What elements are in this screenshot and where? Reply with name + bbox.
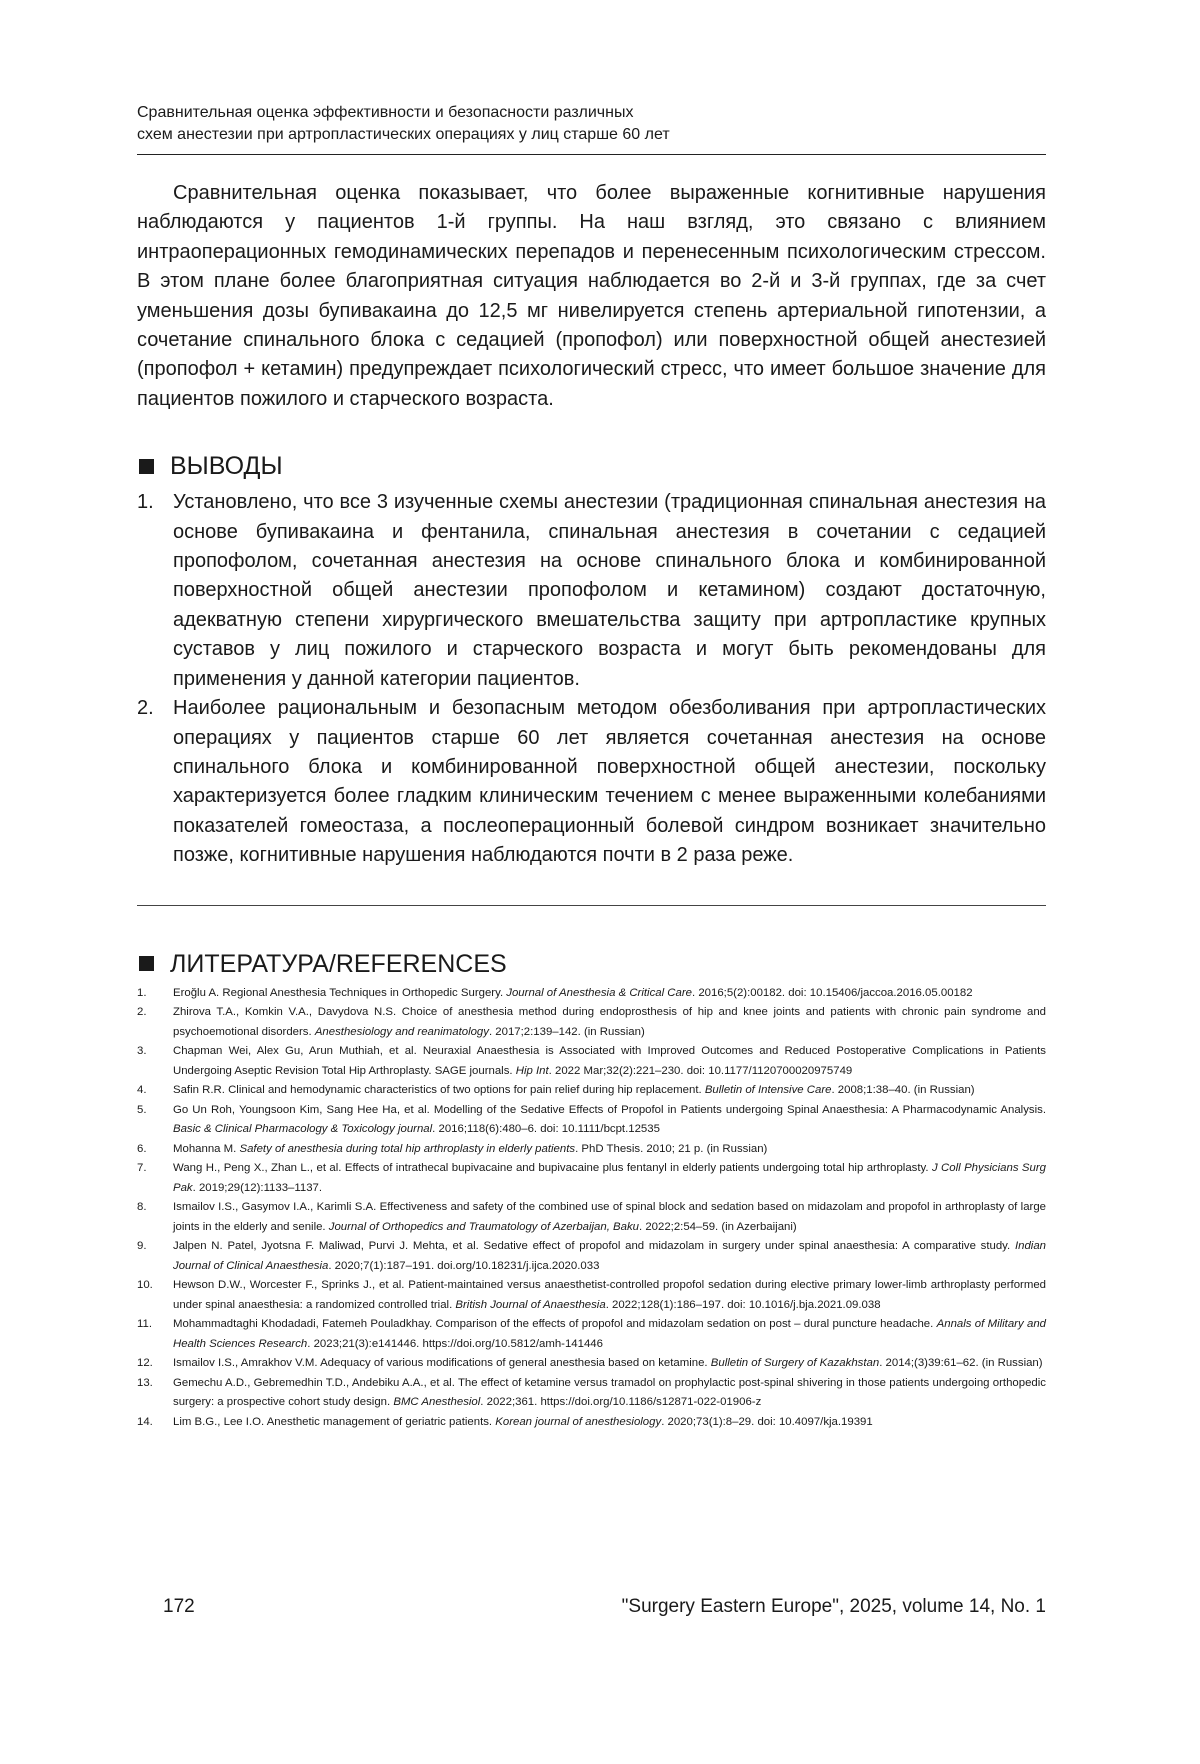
reference-journal: British Journal of Anaesthesia [455, 1298, 606, 1311]
reference-number: 8. [137, 1201, 147, 1214]
reference-details: . 2016;118(6):480–6. doi: 10.1111/bcpt.12535 [432, 1123, 660, 1136]
reference-text [173, 1276, 1046, 1315]
section-divider [137, 905, 1046, 906]
reference-authors-title: Ismailov I.S., Amrakhov V.M. Adequacy of various modifications of general anesthesia based on ketamine. [173, 1357, 711, 1370]
reference-text [173, 1315, 1046, 1354]
journal-info: "Surgery Eastern Europe", 2025, volume 14, No. 1 [621, 1596, 1046, 1617]
running-header [137, 102, 1046, 146]
reference-journal: Journal of Orthopedics and Traumatology of Azerbaijan, Baku [328, 1220, 640, 1233]
reference-journal: Anesthesiology and reanimatology [314, 1025, 489, 1038]
reference-text [173, 1413, 1046, 1433]
reference-journal: Safety of anesthesia during total hip arthroplasty in elderly patients [239, 1142, 576, 1155]
conclusions-heading-text: ВЫВОДЫ [170, 452, 283, 481]
reference-text [173, 1237, 1046, 1276]
reference-journal: BMC Anesthesiol [393, 1396, 481, 1409]
reference-details: . 2019;29(12):1133–1137. [192, 1181, 323, 1194]
reference-number: 2. [137, 1006, 147, 1019]
reference-text [173, 1159, 1046, 1198]
reference-details: . 2020;7(1):187–191. doi.org/10.18231/j.ijca.2020.033 [328, 1259, 600, 1272]
conclusion-text: Наиболее рациональным и безопасным методом обезболивания при артропластических операциях у пациентов старше 60 лет является сочетанная анестезия на основе спинального блока и комбинированной поверхностной общей анестезии, поскольку характеризуется более гладким клиническим течением с менее выраженными колебаниями показателей гомеостаза, а послеоперационный болевой синдром возникает значительно позже, когнитивные нарушения наблюдаются почти в 2 раза реже. [173, 697, 1046, 867]
square-bullet-icon [139, 459, 154, 474]
reference-text [173, 984, 1046, 1004]
reference-number: 5. [137, 1103, 147, 1116]
reference-authors-title: Lim B.G., Lee I.O. Anesthetic management of geriatric patients. [173, 1415, 496, 1428]
reference-item [137, 1354, 1046, 1374]
reference-number: 11. [137, 1318, 152, 1331]
reference-authors-title: Go Un Roh, Youngsoon Kim, Sang Hee Ha, et al. Modelling of the Sedative Effects of Propofol in Patients undergoing Spinal Anaesthesia: A Pharmacodynamic Analysis. [173, 1103, 1046, 1116]
reference-number: 7. [137, 1162, 147, 1175]
reference-number: 6. [137, 1142, 147, 1155]
reference-details: . 2022;361. https://doi.org/10.1186/s12871-022-01906-z [480, 1396, 762, 1409]
reference-item [137, 1315, 1046, 1354]
reference-item [137, 1237, 1046, 1276]
reference-details: . 2017;2:139–142. (in Russian) [488, 1025, 645, 1038]
body-paragraph: Сравнительная оценка показывает, что более выраженные когнитивные нарушения наблюдаются у пациентов 1-й группы. На наш взгляд, это связано с влиянием интраоперационных гемодинамических перепадов и перенесенным психологическим стрессом. В этом плане более благоприятная ситуация наблюдается во 2-й и 3-й группах, где за счет уменьшения дозы бупивакаина до 12,5 мг нивелируется степень артериальной гипотензии, а сочетание спинального блока с седацией (пропофол) или поверхностной общей анестезией (пропофол + кетамин) предупреждает психологический стресс, что имеет большое значение для пациентов пожилого и старческого возраста. [137, 182, 1046, 410]
reference-item [137, 1140, 1046, 1160]
reference-text [173, 1081, 1046, 1101]
reference-details: . 2008;1:38–40. (in Russian) [831, 1084, 975, 1097]
reference-item [137, 1101, 1046, 1140]
header-rule [137, 154, 1046, 155]
reference-text [173, 1198, 1046, 1237]
page-content [137, 102, 1046, 1432]
reference-item [137, 1276, 1046, 1315]
reference-journal: Korean journal of anesthesiology [495, 1415, 662, 1428]
reference-details: . 2014;(3)39:61–62. (in Russian) [879, 1357, 1043, 1370]
reference-item [137, 1374, 1046, 1413]
reference-authors-title: Hewson D.W., Worcester F., Sprinks J., et al. Patient-maintained versus anaesthetist-controlled propofol sedation during elective primary lower-limb arthroplasty performed under spinal anaesthesia: a randomized controlled trial. [173, 1279, 1046, 1311]
conclusions-list [137, 488, 1046, 870]
reference-authors-title: Mohammadtaghi Khodadadi, Fatemeh Pouladkhay. Comparison of the effects of propofol and midazolam sedation on post – dural puncture headache. [173, 1318, 937, 1331]
reference-journal: Bulletin of Surgery of Kazakhstan [710, 1357, 880, 1370]
reference-item [137, 1042, 1046, 1081]
reference-item [137, 1413, 1046, 1433]
reference-journal: Journal of Anesthesia & Critical Care [506, 986, 692, 999]
reference-authors-title: Mohanna M. [173, 1142, 240, 1155]
reference-text [173, 1374, 1046, 1413]
reference-details: . 2022 Mar;32(2):221–230. doi: 10.1177/1120700020975749 [548, 1064, 853, 1077]
conclusion-text: Установлено, что все 3 изученные схемы анестезии (традиционная спинальная анестезия на основе бупивакаина и фентанила, спинальная анестезия в сочетании с седацией пропофолом, сочетанная анестезия на основе спинального блока и комбинированной поверхностной общей анестезии пропофолом и кетамином) создают достаточную, адекватную степени хирургического вмешательства защиту при артропластике крупных суставов у лиц пожилого и старческого возраста и могут быть рекомендованы для применения у данной категории пациентов. [173, 491, 1046, 690]
reference-authors-title: Jalpen N. Patel, Jyotsna F. Maliwad, Purvi J. Mehta, et al. Sedative effect of propofol and midazolam in surgery under spinal anaesthesia: A comparative study. [173, 1240, 1015, 1253]
reference-item [137, 1003, 1046, 1042]
page-number: 172 [163, 1596, 195, 1617]
reference-text [173, 1354, 1046, 1374]
reference-authors-title: Wang H., Peng X., Zhan L., et al. Effects of intrathecal bupivacaine and bupivacaine plus fentanyl in elderly patients undergoing total hip arthroplasty. [173, 1162, 932, 1175]
reference-journal: Indian Journal of Clinical Anaesthesia [173, 1240, 1046, 1272]
conclusion-item [137, 488, 1046, 694]
reference-number: 3. [137, 1045, 147, 1058]
reference-journal: Hip Int [515, 1064, 549, 1077]
reference-authors-title: Zhirova T.A., Komkin V.A., Davydova N.S. Choice of anesthesia method during endoprosthesis of hip and knee joints and patients with chronic pain syndrome and psychoemotional disorders. [173, 1006, 1046, 1038]
reference-number: 13. [137, 1376, 153, 1389]
reference-details: . 2022;2:54–59. (in Azerbaijani) [639, 1220, 797, 1233]
reference-details: . 2020;73(1):8–29. doi: 10.4097/kja.19391 [661, 1415, 873, 1428]
reference-item [137, 1159, 1046, 1198]
page-footer [163, 1596, 1046, 1618]
conclusions-heading [137, 450, 1046, 482]
reference-authors-title: Eroğlu A. Regional Anesthesia Techniques in Orthopedic Surgery. [173, 986, 507, 999]
references-heading-text: ЛИТЕРАТУРА/REFERENCES [170, 949, 507, 978]
reference-journal: Annals of Military and Health Sciences Research [173, 1318, 1046, 1350]
reference-details: . PhD Thesis. 2010; 21 p. (in Russian) [575, 1142, 768, 1155]
reference-details: . 2016;5(2):00182. doi: 10.15406/jaccoa.2016.05.00182 [692, 986, 973, 999]
reference-number: 14. [137, 1415, 153, 1428]
running-header-line1: Сравнительная оценка эффективности и безопасности различных [137, 104, 634, 121]
conclusion-number: 1. [137, 491, 154, 514]
reference-text [173, 1003, 1046, 1042]
conclusion-number: 2. [137, 697, 154, 720]
reference-authors-title: Safin R.R. Clinical and hemodynamic characteristics of two options for pain relief during hip replacement. [173, 1084, 705, 1097]
reference-item [137, 1081, 1046, 1101]
reference-number: 9. [137, 1240, 147, 1253]
references-heading [137, 948, 1046, 980]
conclusion-item [137, 694, 1046, 870]
reference-text [173, 1140, 1046, 1160]
reference-journal: J Coll Physicians Surg Pak [173, 1162, 1046, 1194]
running-header-line2: схем анестезии при артропластических операциях у лиц старше 60 лет [137, 126, 670, 143]
reference-details: . 2023;21(3):e141446. https://doi.org/10.5812/amh-141446 [307, 1337, 603, 1350]
reference-details: . 2022;128(1):186–197. doi: 10.1016/j.bja.2021.09.038 [605, 1298, 881, 1311]
reference-number: 1. [137, 986, 147, 999]
reference-authors-title: Gemechu A.D., Gebremedhin T.D., Andebiku A.A., et al. The effect of ketamine versus tramadol on prophylactic post-spinal shivering in those patients undergoing orthopedic surgery: a prospective cohort study design. [173, 1376, 1046, 1409]
square-bullet-icon [139, 956, 154, 971]
references-list [137, 984, 1046, 1433]
reference-number: 10. [137, 1279, 153, 1292]
reference-journal: Bulletin of Intensive Care [704, 1084, 832, 1097]
reference-item [137, 984, 1046, 1004]
reference-authors-title: Ismailov I.S., Gasymov I.A., Karimli S.A. Effectiveness and safety of the combined use of spinal block and sedation based on midazolam and propofol in arthroplasty of large joints in the elderly and senile. [173, 1201, 1046, 1233]
reference-number: 4. [137, 1084, 147, 1097]
reference-text [173, 1101, 1046, 1140]
reference-authors-title: Chapman Wei, Alex Gu, Arun Muthiah, et al. Neuraxial Anaesthesia is Associated with Improved Outcomes and Reduced Postoperative Complications in Patients Undergoing Aseptic Revision Total Hip Arthroplasty. SAGE journals. [173, 1045, 1046, 1077]
reference-text [173, 1042, 1046, 1081]
reference-journal: Basic & Clinical Pharmacology & Toxicology journal [173, 1123, 433, 1136]
reference-number: 12. [137, 1357, 153, 1370]
reference-item [137, 1198, 1046, 1237]
